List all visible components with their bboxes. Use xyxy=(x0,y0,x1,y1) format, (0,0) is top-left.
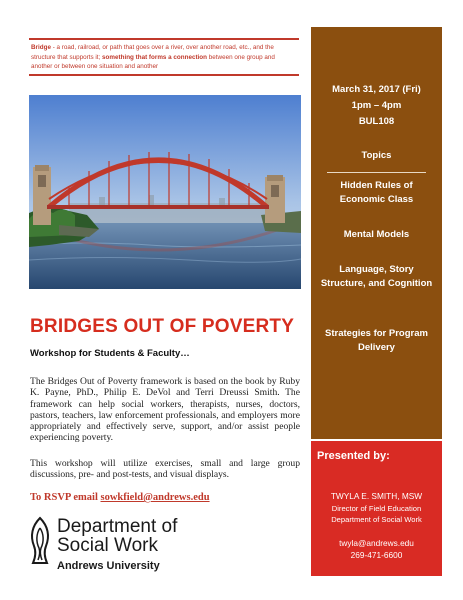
event-details-panel xyxy=(311,27,442,439)
event-time: 1pm – 4pm xyxy=(351,100,402,111)
topic-item: Language, Story Structure, and Cognition xyxy=(320,264,433,289)
definition-text-1: - a road, railroad, or path that goes over a river, over another road, etc., and the structure that supports it; xyxy=(31,44,274,61)
flame-logo-icon xyxy=(28,516,52,566)
bridge-photo xyxy=(29,95,301,289)
rsvp-line xyxy=(30,492,300,503)
bridge-illustration xyxy=(29,95,301,289)
event-room: BUL108 xyxy=(358,116,395,127)
description-paragraph-1: The Bridges Out of Poverty framework is based on the book by Ruby K. Payne, PhD., Philip E. DeVol and Terri Dreussi Smith. The framework can help social workers, therapists, nurses, doctors, pastors, teachers, law enforcement professionals, and employers more appropriately and effectively serve, support, and/or assist people experiencing poverty. xyxy=(30,376,300,444)
topic-item: Hidden Rules of Economic Class xyxy=(339,180,414,205)
topic-item: Mental Models xyxy=(343,229,410,240)
presenter-email[interactable]: twyla@andrews.edu xyxy=(339,538,414,548)
presenter-panel xyxy=(311,441,442,576)
topics-heading: Topics xyxy=(361,150,392,161)
presenter-phone: 269-471-6600 xyxy=(350,550,403,560)
presented-by-label: Presented by: xyxy=(317,450,390,462)
headline: BRIDGES OUT OF POVERTY xyxy=(30,316,295,337)
event-date: March 31, 2017 (Fri) xyxy=(332,84,421,95)
subheading: Workshop for Students & Faculty… xyxy=(30,348,190,359)
definition-term: Bridge xyxy=(31,44,51,51)
presenter-department: Department of Social Work xyxy=(331,515,422,524)
definition-box xyxy=(29,38,299,76)
rsvp-label: To RSVP email xyxy=(30,492,101,503)
rsvp-email-link[interactable]: sowkfield@andrews.edu xyxy=(100,492,210,503)
definition-text-2: between one group and another or between one situation and another xyxy=(31,53,275,70)
department-logo xyxy=(28,516,298,578)
topics-divider xyxy=(327,172,426,173)
definition-emphasis: something that forms a connection xyxy=(102,53,208,61)
logo-line-1: Department of xyxy=(57,516,178,537)
presenter-name: TWYLA E. SMITH, MSW xyxy=(330,491,423,501)
topic-item: Strategies for Program Delivery xyxy=(325,328,428,353)
logo-university: Andrews University xyxy=(57,560,160,572)
presenter-role: Director of Field Education xyxy=(331,504,422,513)
logo-line-2: Social Work xyxy=(57,535,159,556)
description-paragraph-2: This workshop will utilize exercises, small and large group discussions, pre- and post-tests, and visual displays. xyxy=(30,458,300,481)
